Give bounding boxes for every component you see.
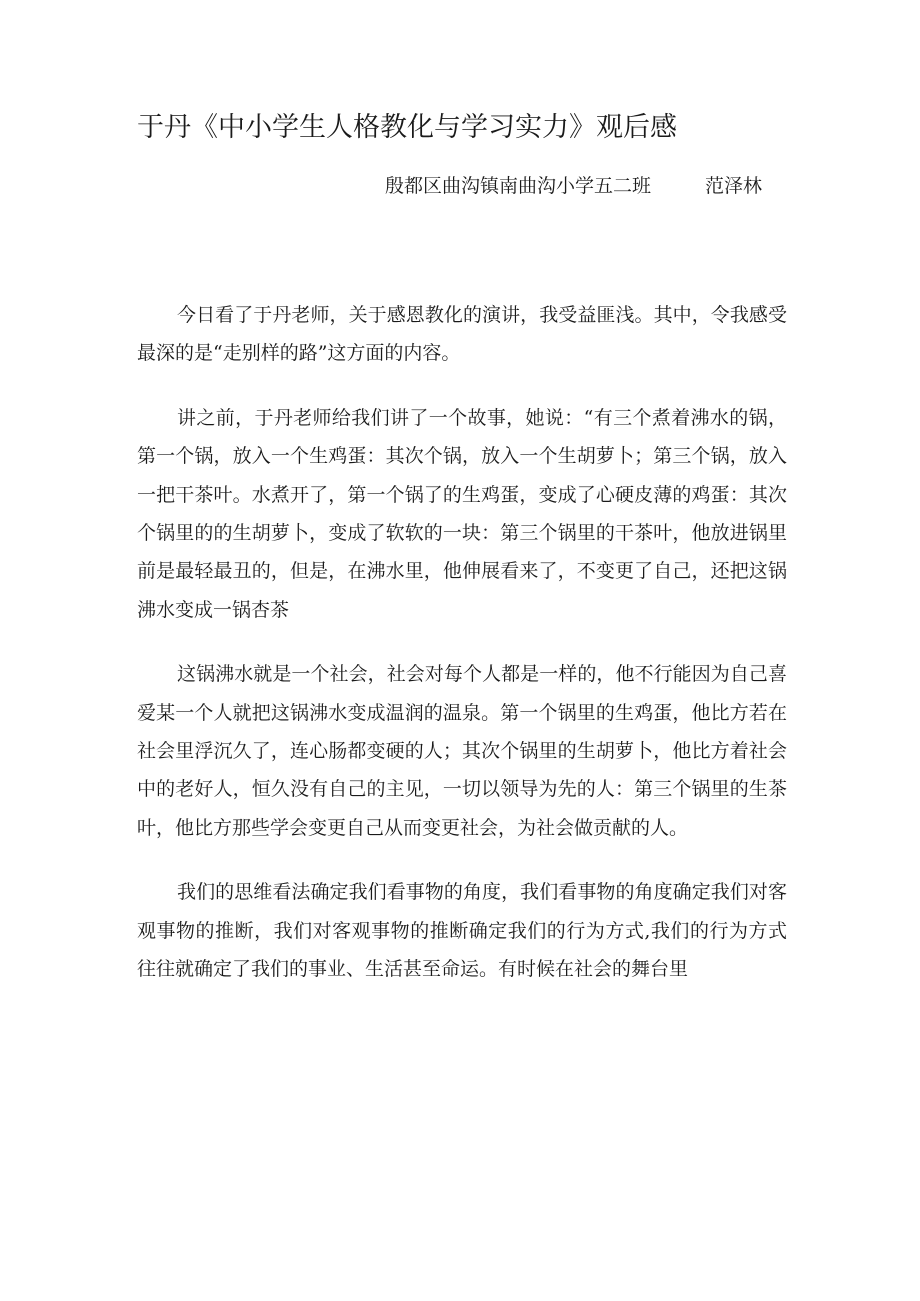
paragraph: 讲之前，于丹老师给我们讲了一个故事，她说：“有三个煮着沸水的锅，第一个锅，放入一个生鸡蛋：其次个锅，放入一个生胡萝卜；第三个锅，放入一把干茶叶。水煮开了，第一个锅了的生鸡蛋，变成了心硬皮薄的鸡蛋：其次个锅里的的生胡萝卜，变成了软软的一块：第三个锅里的干茶叶，他放进锅里前是最轻最丑的，但是，在沸水里，他伸展看来了，不变更了自己，还把这锅沸水变成一锅杏茶	[137, 406, 787, 621]
paragraph: 这锅沸水就是一个社会，社会对每个人都是一样的，他不行能因为自己喜爱某一个人就把这锅沸水变成温润的温泉。第一个锅里的生鸡蛋，他比方若在社会里浮沉久了，连心肠都变硬的人；其次个锅里的生胡萝卜，他比方着社会中的老好人，恒久没有自己的主见，一切以领导为先的人：第三个锅里的生茶叶，他比方那些学会变更自己从而变更社会，为社会做贡献的人。	[137, 663, 787, 839]
document-title: 于丹《中小学生人格教化与学习实力》观后感	[137, 112, 677, 143]
byline	[385, 170, 762, 202]
paragraph: 我们的思维看法确定我们看事物的角度，我们看事物的角度确定我们对客观事物的推断，我们对客观事物的推断确定我们的行为方式,我们的行为方式往往就确定了我们的事业、生活甚至命运。有时候在社会的舞台里	[137, 881, 787, 981]
byline-school: 殷都区曲沟镇南曲沟小学五二班	[385, 175, 652, 197]
byline-author: 范泽林	[705, 175, 763, 197]
paragraph: 今日看了于丹老师，关于感恩教化的演讲，我受益匪浅。其中，令我感受最深的是“走别样的路”这方面的内容。	[137, 304, 787, 365]
document-body	[137, 296, 787, 989]
